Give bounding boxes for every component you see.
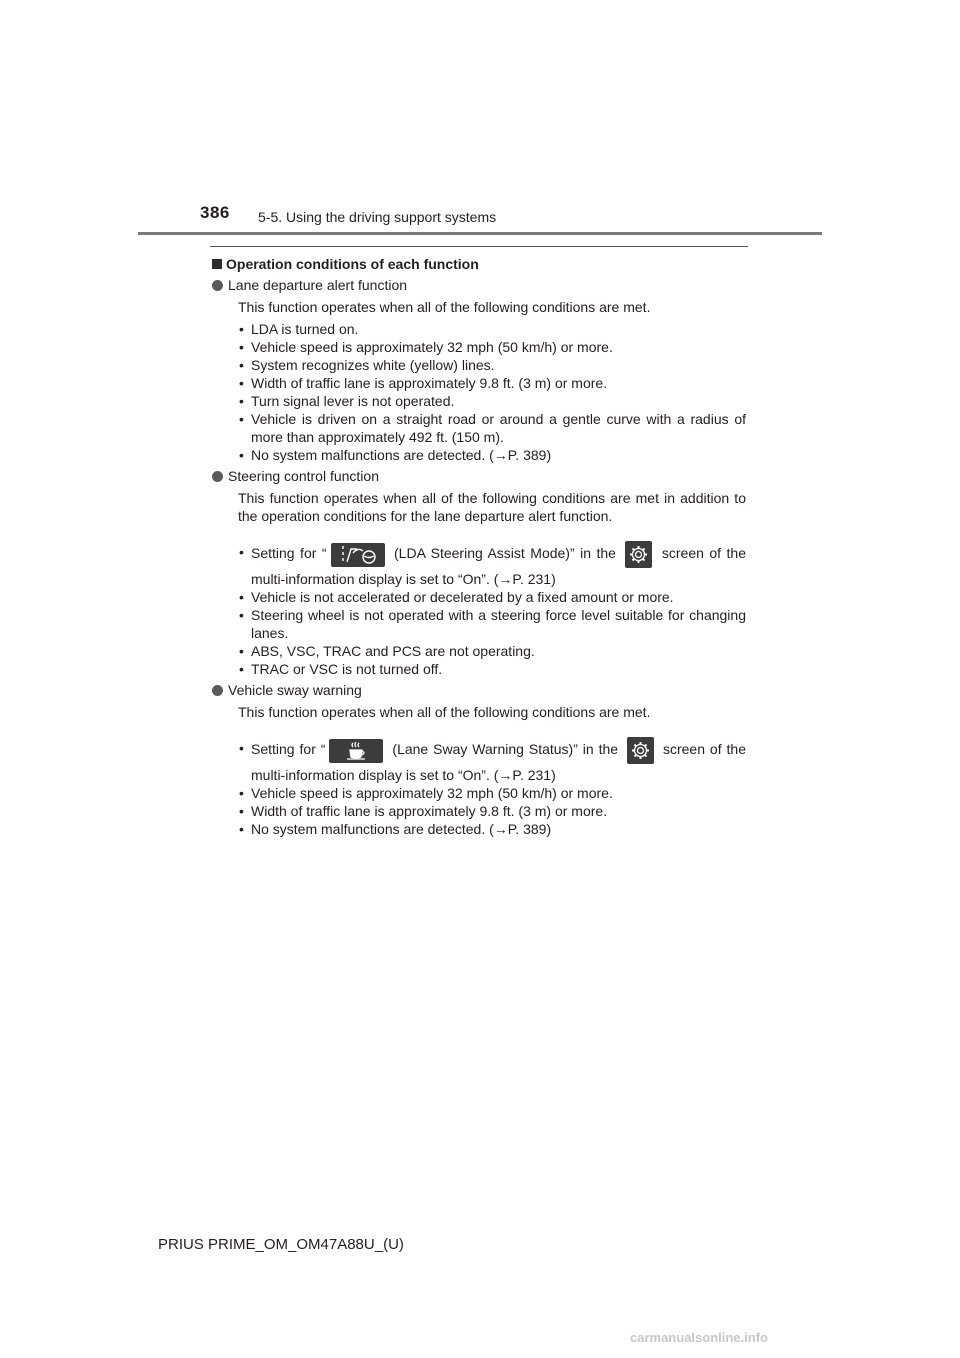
list-item — [238, 737, 746, 786]
content-rule — [210, 246, 748, 247]
section-heading-text: Operation conditions of each function — [226, 256, 479, 272]
list-item: • Vehicle speed is approximately 32 mph (50 km/h) or more. — [238, 784, 746, 802]
setting-middle: (LDA Steering Assist Mode)” in the — [388, 545, 622, 562]
list-item: • System recognizes white (yellow) lines. — [238, 356, 746, 374]
content-area — [210, 255, 746, 838]
square-bullet-icon — [212, 259, 222, 269]
function-title-text: Steering control function — [228, 468, 379, 484]
function-intro: This function operates when all of the following conditions are met. — [238, 299, 651, 315]
list-item: • Width of traffic lane is approximately 9.8 ft. (3 m) or more. — [238, 374, 746, 392]
setting-suffix: screen of the multi-information display is set to “On”. (→P. 231) — [251, 741, 746, 783]
footer-document-code: PRIUS PRIME_OM_OM47A88U_(U) — [158, 1236, 404, 1253]
setting-prefix: Setting for “ — [251, 545, 327, 562]
list-item: • Width of traffic lane is approximately 9.8 ft. (3 m) or more. — [238, 802, 746, 820]
condition-list — [210, 320, 746, 464]
function-title-text: Vehicle sway warning — [228, 682, 362, 698]
gear-icon — [625, 541, 652, 568]
round-bullet-icon — [212, 280, 223, 291]
header-rule — [138, 232, 822, 235]
page-number: 386 — [200, 203, 230, 222]
watermark: carmanualsonline.info — [630, 1330, 768, 1345]
list-item — [238, 541, 746, 590]
list-item: • TRAC or VSC is not turned off. — [238, 660, 746, 678]
round-bullet-icon — [212, 471, 223, 482]
gear-icon — [627, 737, 654, 764]
function-intro: This function operates when all of the following conditions are met. — [238, 704, 651, 720]
list-item: • No system malfunctions are detected. (→P. 389) — [238, 446, 746, 464]
function-title — [210, 681, 746, 699]
list-item: • No system malfunctions are detected. (→P. 389) — [238, 820, 746, 838]
condition-list — [210, 737, 746, 838]
setting-prefix: Setting for “ — [251, 741, 326, 758]
coffee-cup-icon — [329, 739, 383, 763]
list-item: • Steering wheel is not operated with a steering force level suitable for changing lanes. — [238, 606, 746, 642]
condition-list — [210, 541, 746, 678]
lda-steering-assist-icon — [331, 543, 385, 567]
function-title — [210, 467, 746, 485]
function-intro: This function operates when all of the following conditions are met in addition to the operation conditions for the lane departure alert function. — [238, 490, 746, 524]
function-title-text: Lane departure alert function — [228, 277, 408, 293]
list-item: • Vehicle speed is approximately 32 mph (50 km/h) or more. — [238, 338, 746, 356]
section-heading — [210, 255, 746, 273]
function-title — [210, 276, 746, 294]
section-title: 5-5. Using the driving support systems — [258, 209, 497, 225]
list-item: • Turn signal lever is not operated. — [238, 392, 746, 410]
list-item: • LDA is turned on. — [238, 320, 746, 338]
setting-middle: (Lane Sway Warning Status)” in the — [387, 741, 624, 758]
setting-suffix: screen of the multi-information display is set to “On”. (→P. 231) — [251, 545, 747, 587]
list-item: • Vehicle is driven on a straight road or around a gentle curve with a radius of more than approximately 492 ft. (150 m). — [238, 410, 746, 446]
round-bullet-icon — [212, 685, 223, 696]
list-item: • ABS, VSC, TRAC and PCS are not operating. — [238, 642, 746, 660]
list-item: • Vehicle is not accelerated or decelerated by a fixed amount or more. — [238, 588, 746, 606]
